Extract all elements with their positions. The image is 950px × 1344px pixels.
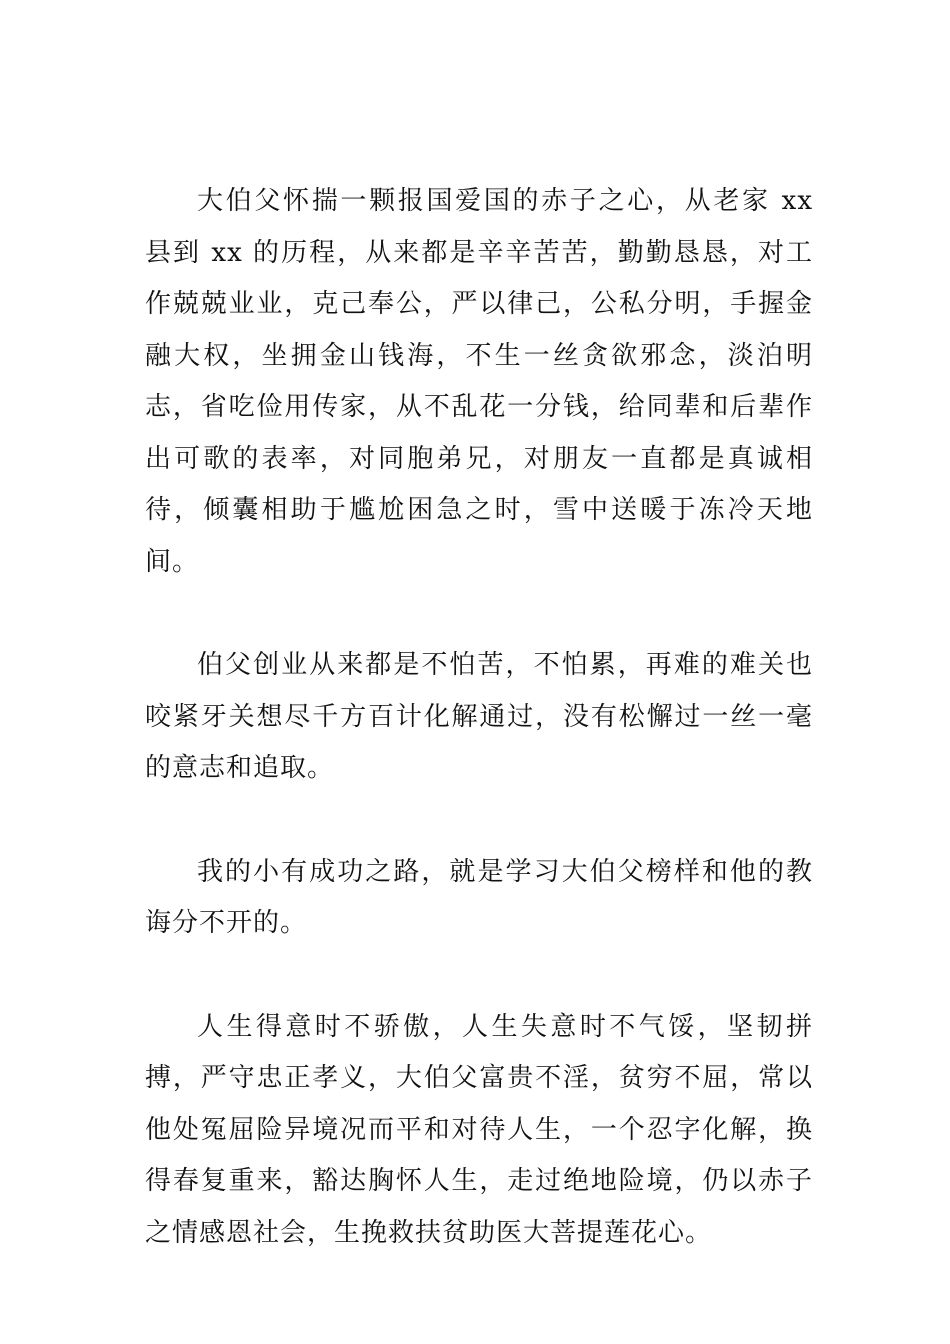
document-body [145,176,813,1259]
paragraph-3: 我的小有成功之路，就是学习大伯父榜样和他的教诲分不开的。 [145,856,813,938]
paragraph-1: 大伯父怀揣一颗报国爱国的赤子之心，从老家 xx 县到 xx 的历程，从来都是辛辛苦苦，勤勤恳恳，对工作兢兢业业，克己奉公，严以律己，公私分明，手握金融大权，坐拥金山钱海，不生一丝贪欲邪念，淡泊明志，省吃俭用传家，从不乱花一分钱，给同辈和后辈作出可歌的表率，对同胞弟兄，对朋友一直都是真诚相待，倾囊相助于尴尬困急之时，雪中送暖于冻冷天地间。 [145,186,813,577]
paragraph-4: 人生得意时不骄傲，人生失意时不气馁，坚韧拼搏，严守忠正孝义，大伯父富贵不淫，贫穷不屈，常以他处冤屈险异境况而平和对待人生，一个忍字化解，换得春复重来，豁达胸怀人生，走过绝地险境，仍以赤子之情感恩社会，生挽救扶贫助医大菩提莲花心。 [145,1011,813,1248]
paragraph-2: 伯父创业从来都是不怕苦，不怕累，再难的难关也咬紧牙关想尽千方百计化解通过，没有松懈过一丝一毫的意志和追取。 [145,650,813,783]
